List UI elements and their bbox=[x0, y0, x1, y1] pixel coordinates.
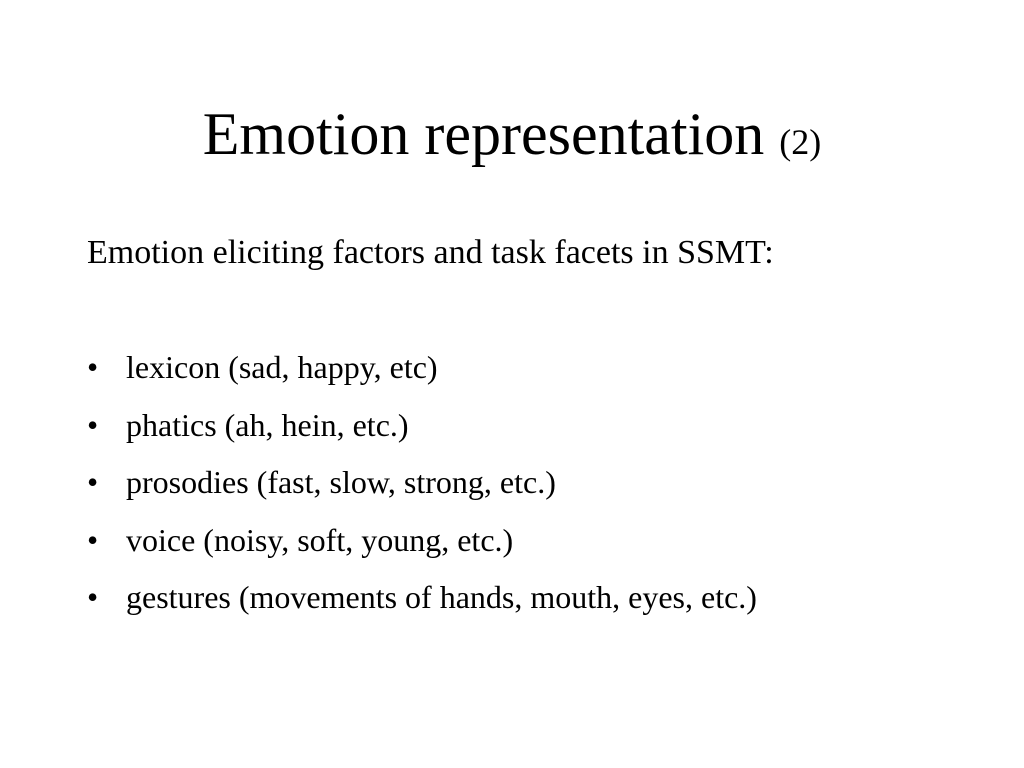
bullet-text: lexicon (sad, happy, etc) bbox=[126, 349, 438, 385]
intro-text: Emotion eliciting factors and task facets in SSMT: bbox=[87, 234, 774, 271]
bullet-text: voice (noisy, soft, young, etc.) bbox=[126, 521, 514, 558]
bullet-icon: • bbox=[87, 464, 99, 500]
bullet-text: gestures (movements of hands, mouth, eyes, etc.) bbox=[126, 579, 757, 615]
bullet-text: phatics (ah, hein, etc.) bbox=[126, 406, 409, 443]
bullet-icon: • bbox=[87, 406, 99, 443]
bullet-icon: • bbox=[87, 579, 99, 615]
bullet-text: prosodies (fast, slow, strong, etc.) bbox=[126, 464, 556, 500]
slide-title bbox=[0, 98, 1024, 178]
bullet-icon: • bbox=[87, 521, 99, 558]
slide-title-text: Emotion representation bbox=[202, 101, 765, 167]
bullet-icon: • bbox=[87, 349, 99, 385]
slide-title-suffix: (2) bbox=[779, 122, 822, 162]
